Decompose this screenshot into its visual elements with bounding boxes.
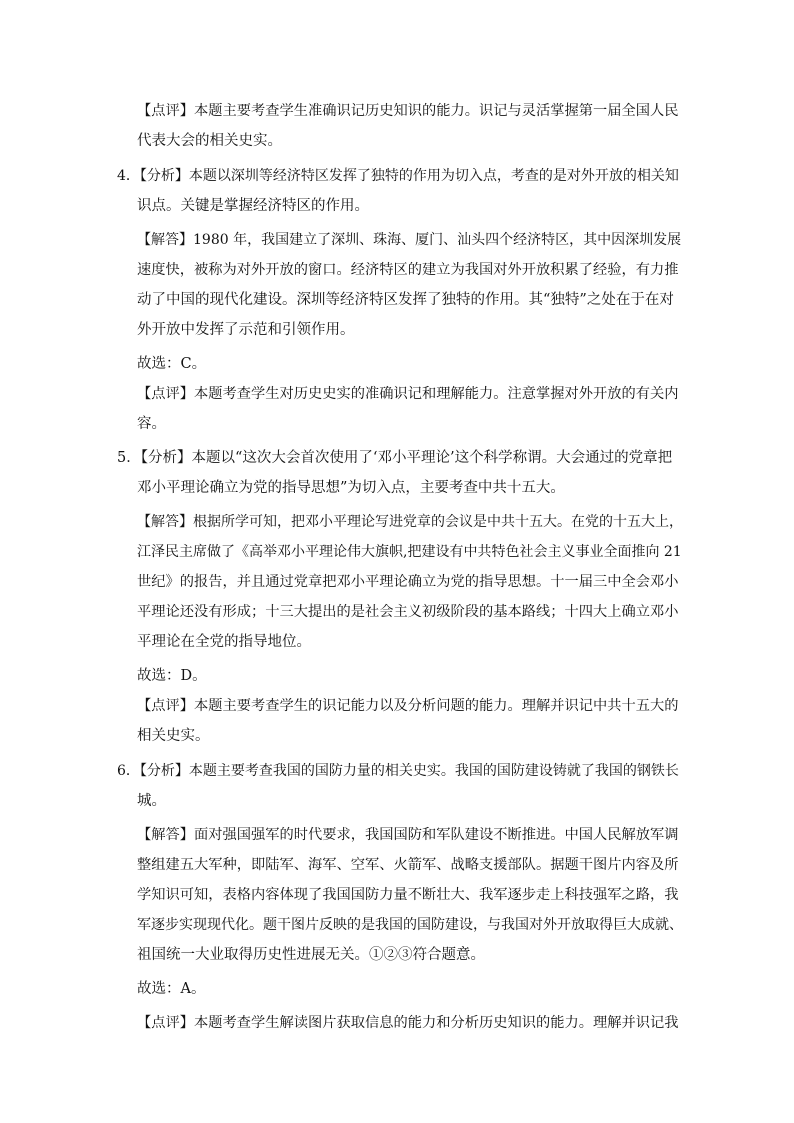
text-line: [137, 256, 687, 284]
text-line: [137, 226, 687, 254]
line-text: 祖国统一大业取得历史性进展无关。①②③符合题意。: [137, 947, 485, 963]
line-text: 江泽民主席做了《高举邓小平理论伟大旗帜,把建设有中共特色社会主义事业全面推向 21: [137, 544, 682, 560]
text-line: [117, 757, 687, 785]
text-line: [137, 350, 687, 378]
line-text: 故选：A。: [137, 981, 206, 997]
text-line: [137, 410, 687, 438]
section-tag: 【解答】: [137, 232, 193, 248]
line-text: 本题主要考查学生准确识记历史知识的能力。识记与灵活掌握第一届全国人民: [194, 103, 679, 119]
text-line: [137, 97, 687, 125]
line-text: 识点。关键是掌握经济特区的作用。: [137, 198, 369, 214]
section-tag: 【点评】: [137, 386, 195, 402]
line-text: 本题主要考查学生的识记能力以及分析问题的能力。理解并识记中共十五大的: [194, 698, 679, 714]
section-tag: 【分析】: [139, 168, 189, 184]
section-tag: 【点评】: [137, 103, 195, 119]
question-number: 6．: [117, 763, 140, 779]
text-line: [137, 538, 687, 566]
line-text: 外开放中发挥了示范和引领作用。: [137, 322, 355, 338]
question-number: 4．: [117, 168, 140, 184]
text-line: [137, 286, 687, 314]
text-line: [137, 380, 687, 408]
text-line: [137, 192, 687, 220]
text-line: [137, 598, 687, 626]
text-line: [117, 444, 687, 472]
text-line: [137, 474, 687, 502]
text-line: [137, 851, 687, 879]
section-tag: 【解答】: [137, 827, 195, 843]
line-text: 本题以“这次大会首次使用了‘邓小平理论’这个科学称谓。大会通过的党章把: [191, 450, 673, 466]
line-text: 城。: [137, 793, 166, 809]
line-text: 根据所学可知，把邓小平理论写进党章的会议是中共十五大。在党的十五大上，: [193, 514, 683, 530]
line-text: 本题以深圳等经济特区发挥了独特的作用为切入点，考查的是对外开放的相关知: [188, 168, 679, 184]
line-text: 容。: [137, 416, 166, 432]
text-line: [137, 692, 687, 720]
text-line: [137, 975, 687, 1003]
line-text: 平理论在全党的指导地位。: [137, 634, 311, 650]
line-text: 故选：D。: [137, 668, 207, 684]
text-line: [137, 568, 687, 596]
section-tag: 【点评】: [137, 1015, 195, 1031]
line-text: 世纪》的报告，并且通过党章把邓小平理论确立为党的指导思想。十一届三中全会邓小: [137, 574, 679, 590]
text-line: [137, 127, 687, 155]
line-text: 整组建五大军种，即陆军、海军、空军、火箭军、战略支援部队。据题干图片内容及所: [137, 857, 679, 873]
line-text: 学知识可知，表格内容体现了我国国防力量不断壮大、我军逐步走上科技强军之路，我: [137, 887, 679, 903]
section-tag: 【点评】: [137, 698, 195, 714]
text-line: [137, 662, 687, 690]
section-tag: 【分析】: [139, 763, 189, 779]
text-line: [137, 787, 687, 815]
text-line: [137, 316, 687, 344]
section-tag: 【分析】: [140, 450, 192, 466]
question-number: 5．: [117, 450, 141, 466]
line-text: 邓小平理论确立为党的指导思想”为切入点，主要考查中共十五大。: [137, 480, 565, 496]
line-text: 本题主要考查我国的国防力量的相关史实。我国的国防建设铸就了我国的钢铁长: [188, 763, 679, 779]
text-line: [137, 508, 687, 536]
text-line: [137, 941, 687, 969]
text-line: [137, 722, 687, 750]
text-line: [137, 911, 687, 939]
text-line: [117, 162, 687, 190]
line-text: 军逐步实现现代化。题干图片反映的是我国的国防建设，与我国对外开放取得巨大成就、: [137, 917, 683, 933]
line-text: 面对强国强军的时代要求，我国国防和军队建设不断推进。中国人民解放军调: [194, 827, 679, 843]
text-line: [137, 821, 687, 849]
text-line: [137, 1009, 687, 1037]
section-tag: 【解答】: [137, 514, 193, 530]
line-text: 1980 年，我国建立了深圳、珠海、厦门、汕头四个经济特区，其中因深圳发展: [193, 232, 682, 248]
line-text: 相关史实。: [137, 728, 210, 744]
line-text: 本题考查学生对历史史实的准确识记和理解能力。注意掌握对外开放的有关内: [194, 386, 679, 402]
line-text: 故选：C。: [137, 356, 207, 372]
text-line: [137, 881, 687, 909]
line-text: 本题考查学生解读图片获取信息的能力和分析历史知识的能力。理解并识记我: [194, 1015, 679, 1031]
line-text: 平理论还没有形成；十三大提出的是社会主义初级阶段的基本路线；十四大上确立邓小: [137, 604, 679, 620]
line-text: 速度快，被称为对外开放的窗口。经济特区的建立为我国对外开放积累了经验，有力推: [137, 262, 679, 278]
text-line: [137, 628, 687, 656]
line-text: 动了中国的现代化建设。深圳等经济特区发挥了独特的作用。其“独特”之处在于在对: [137, 292, 674, 308]
line-text: 代表大会的相关史实。: [137, 133, 282, 149]
